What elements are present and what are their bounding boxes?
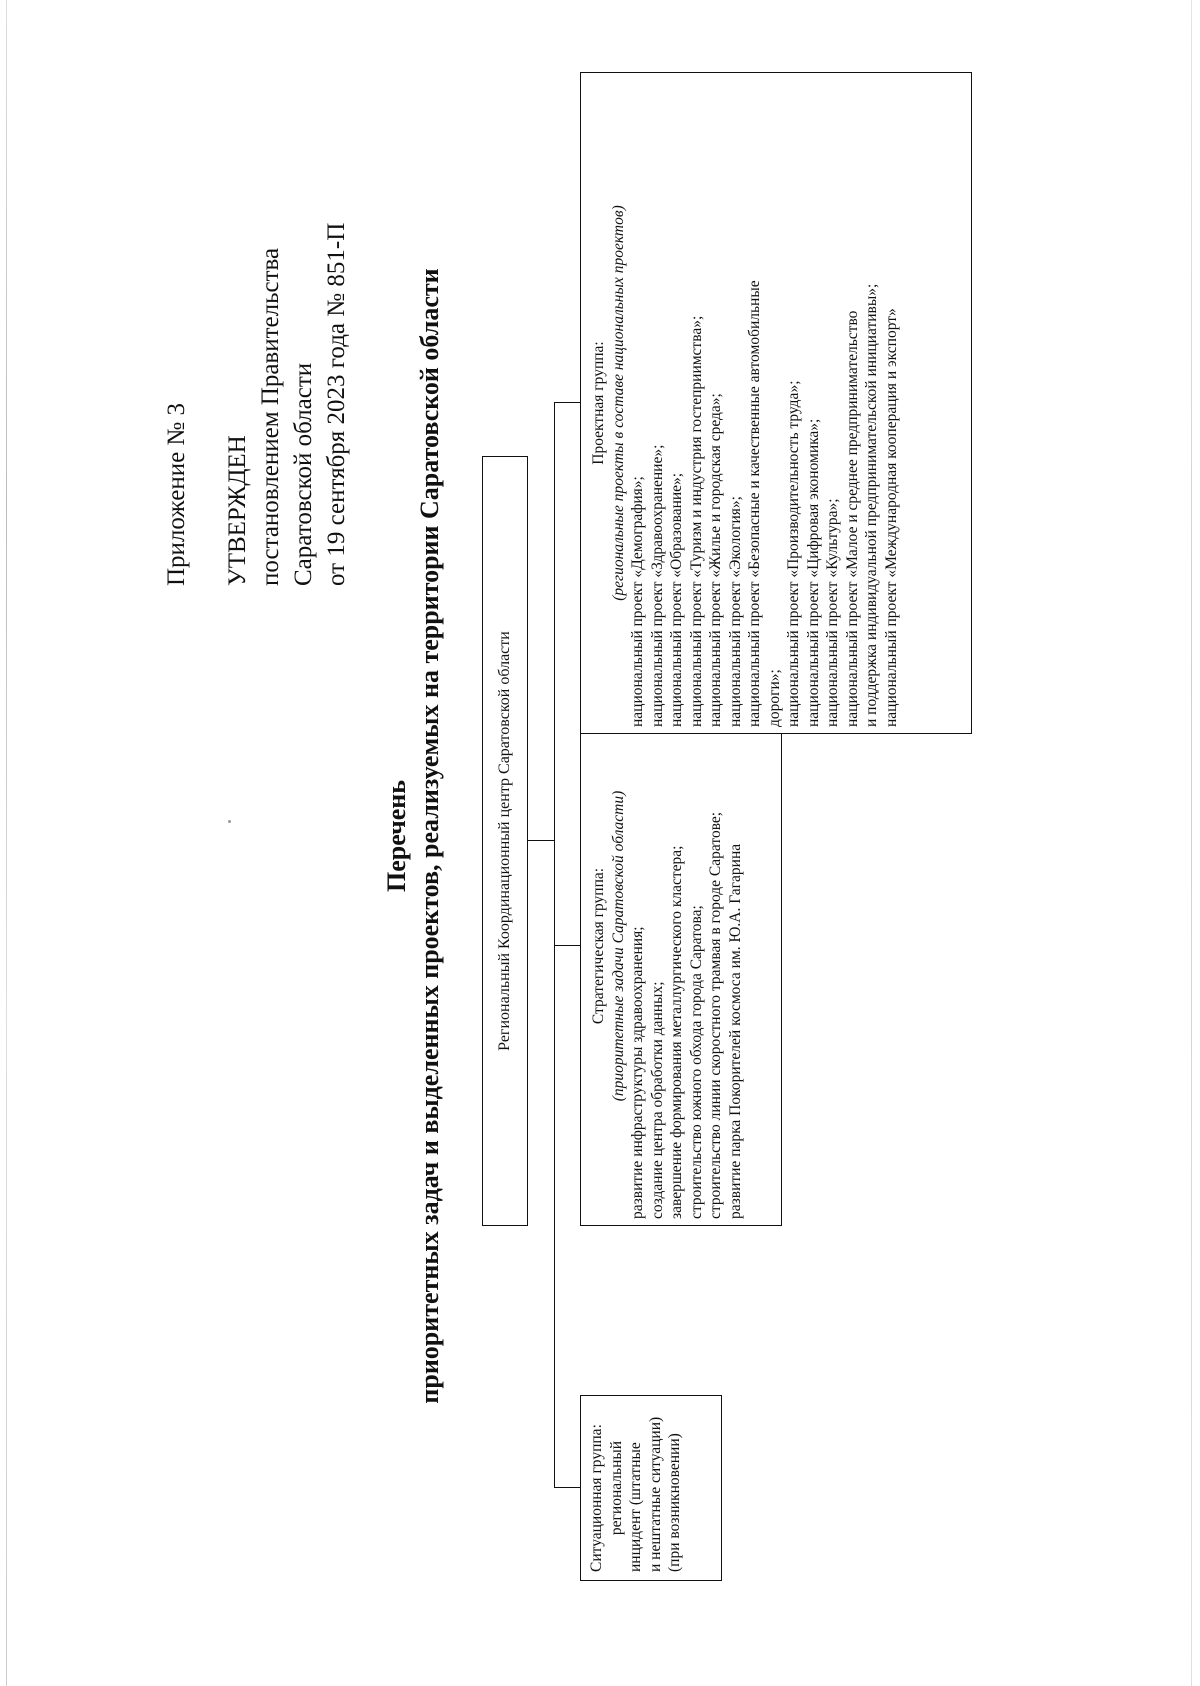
project-item: национальный проект «Цифровая экономика»; <box>804 418 822 727</box>
connector-to-project <box>554 402 580 403</box>
project-group-box <box>580 72 972 734</box>
project-item: национальный проект «Малое и среднее предпринимательство <box>843 310 861 727</box>
connector-to-situational <box>554 1487 580 1488</box>
title-line-2: приоритетных задач и выделенных проектов, реализуемых на территории Саратовской области <box>415 268 444 1404</box>
project-item: национальный проект «Туризм и индустрия гостеприимства»; <box>687 315 705 727</box>
coordination-center-box <box>482 456 528 1226</box>
strategic-group-box <box>580 666 782 1226</box>
situational-line: инцидент (штатные <box>627 1442 644 1572</box>
situational-group-box <box>580 1395 722 1581</box>
project-item: национальный проект «Экология»; <box>726 496 744 727</box>
approval-line-2: Саратовской области <box>290 362 317 586</box>
situational-line: Ситуационная группа: <box>588 1424 605 1572</box>
project-item: национальный проект «Образование»; <box>668 472 685 727</box>
project-item: национальный проект «Международная кооперация и экспорт» <box>882 308 900 727</box>
project-subheader: (региональные проекты в составе национальных проектов) <box>609 205 627 601</box>
strategic-item: развитие парка Покорителей космоса им. Ю.А. Гагарина <box>726 843 744 1219</box>
project-item: национальный проект «Здравоохранение»; <box>648 444 666 727</box>
strategic-subheader: (приоритетные задачи Саратовской области) <box>609 790 627 1102</box>
connector-center-down <box>528 840 554 841</box>
document-title <box>380 136 446 1536</box>
connector-to-strategic <box>554 945 580 946</box>
strategic-item: строительство линии скоростного трамвая в городе Саратове; <box>707 811 724 1219</box>
project-item: национальный проект «Безопасные и качественные автомобильные <box>746 280 763 727</box>
strategic-item: развитие инфраструктуры здравоохранения; <box>629 926 646 1219</box>
situational-line: (при возникновении) <box>666 1433 683 1572</box>
title-line-1: Перечень <box>382 779 411 893</box>
approved-label: УТВЕРЖДЕН <box>224 435 251 586</box>
project-item: и поддержка индивидуальной предпринимательской инициативы»; <box>863 283 880 727</box>
approval-line-3: от 19 сентября 2023 года № 851-П <box>323 222 350 586</box>
approval-line-1: постановлением Правительства <box>257 247 284 586</box>
situational-line: и нештатные ситуации) <box>646 1416 664 1572</box>
project-item: дороги»; <box>765 669 783 727</box>
strategic-header: Стратегическая группа: <box>590 867 607 1025</box>
appendix-label: Приложение № 3 <box>163 402 190 586</box>
project-item: национальный проект «Демография»; <box>629 476 646 727</box>
strategic-item: завершение формирования металлургического кластера; <box>668 845 685 1219</box>
project-item: национальный проект «Производительность труда»; <box>785 380 802 727</box>
project-header: Проектная группа: <box>590 341 607 465</box>
strategic-item: создание центра обработки данных; <box>648 981 666 1219</box>
approval-block <box>160 26 353 586</box>
coordination-center-label: Региональный Координационный центр Саратовской области <box>496 631 514 1051</box>
strategic-item: строительство южного обхода города Саратова; <box>687 905 705 1219</box>
project-item: национальный проект «Жилье и городская среда»; <box>707 393 724 727</box>
project-item: национальный проект «Культура»; <box>824 498 841 727</box>
situational-line: региональный <box>607 1440 625 1536</box>
